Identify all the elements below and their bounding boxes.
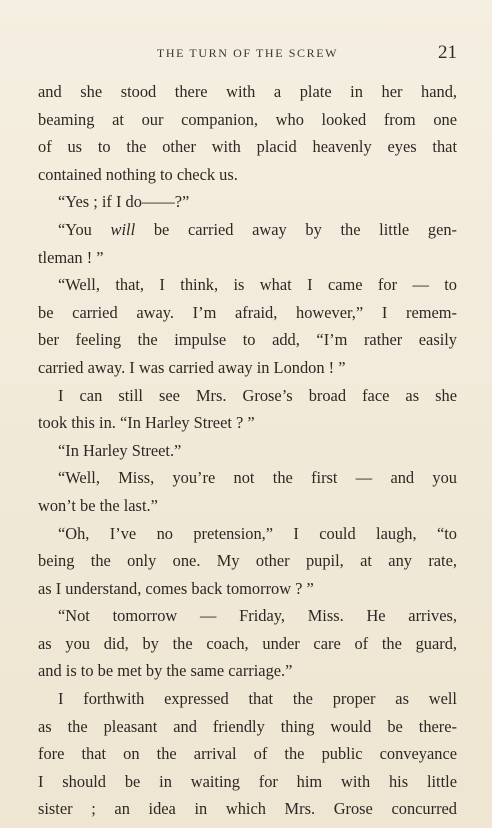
text-line: as I understand, comes back tomorrow ? ” [38,578,314,598]
text-line: sister ; an idea in which Mrs. Grose concurred [38,799,457,819]
text-segment: “You [58,219,111,239]
text-line: tleman ! ” [38,247,104,267]
text-line: fore that on the arrival of the public conveyance [38,744,457,764]
text-line: “Oh, I’ve no pretension,” I could laugh, “to [58,523,457,543]
text-line: being the only one. My other pupil, at any rate, [38,551,457,571]
text-line: ber feeling the impulse to add, “I’m rather easily [38,330,457,350]
text-line: “Well, Miss, you’re not the first — and you [58,468,457,488]
text-segment: be carried away by the little gen- [135,219,457,239]
body-text [38,78,457,823]
text-line: “Not tomorrow — Friday, Miss. He arrives, [58,606,457,626]
text-line: and she stood there with a plate in her hand, [38,82,457,101]
text-line: as you did, by the coach, under care of the guard, [38,633,457,653]
text-line: and is to be met by the same carriage.” [38,661,293,681]
running-title: THE TURN OF THE SCREW [156,46,339,60]
text-line: carried away. I was carried away in London ! ” [38,357,346,377]
page-number: 21 [438,42,457,63]
italic-word: will [110,219,136,239]
text-line: I can still see Mrs. Grose’s broad face as she [58,385,457,405]
text-line: “In Harley Street.” [58,440,182,460]
text-line: be carried away. I’m afraid, however,” I remem- [38,302,457,322]
text-line [38,216,457,244]
text-line: I forthwith expressed that the proper as well [58,689,457,709]
text-line: of us to the other with placid heavenly eyes that [38,137,457,157]
running-head [38,42,457,66]
text-line: “Yes ; if I do——?” [58,192,190,212]
text-line: as the pleasant and friendly thing would be there- [38,716,457,736]
text-line: won’t be the last.” [38,495,158,515]
text-line: I should be in waiting for him with his little [38,771,457,791]
text-line: took this in. “In Harley Street ? ” [38,413,255,433]
text-line: beaming at our companion, who looked from one [38,109,457,129]
text-line: “Well, that, I think, is what I came for — to [58,275,457,295]
text-line: contained nothing to check us. [38,164,238,184]
